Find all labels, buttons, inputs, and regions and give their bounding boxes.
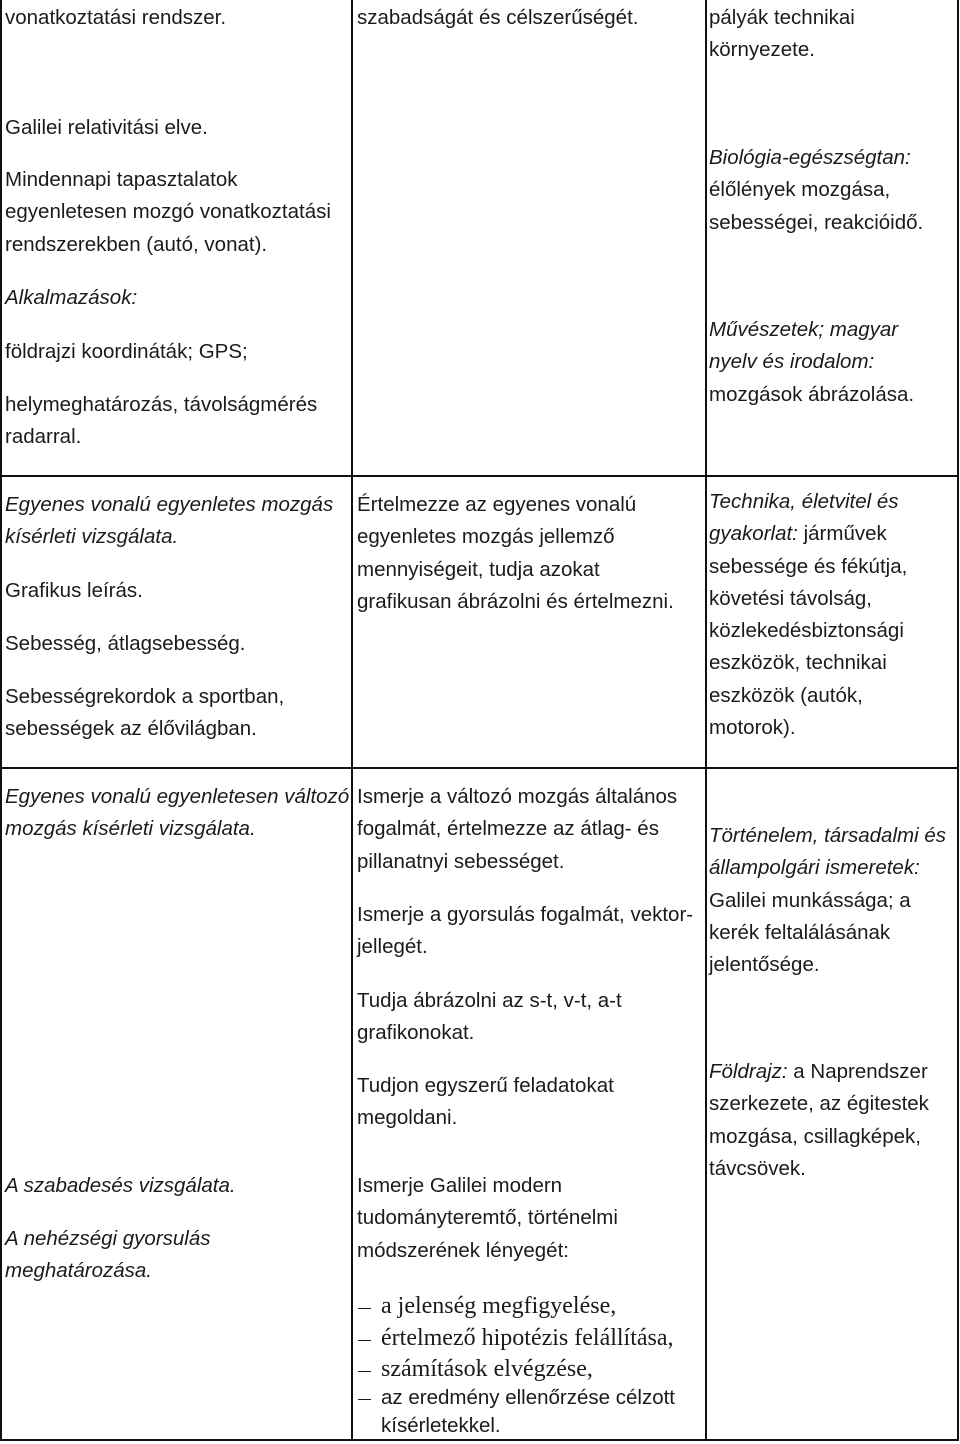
text-line: meghatározása. <box>5 1259 153 1283</box>
paragraph <box>357 1070 706 1135</box>
text-line: szabadságát és célszerűségét. <box>357 6 639 29</box>
text-line: Galilei munkássága; a <box>709 888 911 912</box>
text-line: Sebességrekordok a sportban, <box>5 685 285 708</box>
text-line: állampolgári ismeretek: <box>709 856 920 880</box>
paragraph <box>5 1223 352 1288</box>
text-line: módszerének lényegét: <box>357 1238 569 1262</box>
text-line: sebessége és fékútja, <box>709 554 908 578</box>
text-line: Technika, életvitel és <box>709 490 899 513</box>
topic-cell <box>0 0 352 476</box>
text-line: helymeghatározás, távolságmérés <box>5 393 318 416</box>
text-line: Biológia-egészségtan: <box>709 146 911 169</box>
paragraph <box>5 282 352 314</box>
text-line: tudományteremtő, történelmi <box>357 1206 618 1230</box>
requirements-cell <box>352 476 706 768</box>
text-line: eszközök, technikai <box>709 651 887 675</box>
text-line: fogalmát, értelmezze az átlag- és <box>357 817 659 841</box>
paragraph <box>709 486 958 744</box>
text-line: Egyenes vonalú egyenletesen változó <box>5 785 350 808</box>
method-step-item <box>381 1384 706 1440</box>
topic-cell <box>0 476 352 768</box>
text-line: Egyenes vonalú egyenletes mozgás <box>5 493 334 516</box>
paragraph <box>709 820 958 981</box>
paragraph <box>5 336 352 368</box>
text-line: élőlények mozgása, <box>709 178 891 202</box>
paragraph <box>709 1056 958 1185</box>
text-line: egyenletes mozgás jellemző <box>357 525 615 549</box>
text-line: pályák technikai <box>709 6 855 29</box>
text-line: Művészetek; magyar <box>709 318 899 341</box>
paragraph <box>5 164 352 261</box>
requirements-cell <box>352 0 706 476</box>
text-line: értelmező hipotézis felállítása, <box>381 1325 674 1351</box>
method-step-item <box>381 1291 706 1323</box>
paragraph <box>5 628 352 660</box>
subject-label: Földrajz: <box>709 1060 788 1083</box>
method-step-item <box>381 1354 706 1386</box>
text-line: Tudja ábrázolni az s-t, v-t, a-t <box>357 989 622 1012</box>
text-line: környezete. <box>709 38 815 62</box>
paragraph <box>357 985 706 1050</box>
text-line <box>709 1056 958 1088</box>
text-line: pillanatnyi sebességet. <box>357 849 565 873</box>
text-line: közlekedésbiztonsági <box>709 619 904 643</box>
text-line: a jelenség megfigyelése, <box>381 1293 617 1319</box>
text-line: radarral. <box>5 425 82 449</box>
paragraph <box>5 575 352 607</box>
text-line: Mindennapi tapasztalatok <box>5 168 238 191</box>
text-line: vonatkoztatási rendszer. <box>5 6 227 29</box>
dash-bullet <box>358 1399 371 1400</box>
paragraph <box>709 142 958 239</box>
text-line: kerék feltalálásának <box>709 920 891 944</box>
text-line: eszközök (autók, <box>709 683 863 707</box>
text-segment: járművek <box>797 522 887 546</box>
text-line <box>709 518 958 550</box>
paragraph <box>357 781 706 878</box>
requirements-cell <box>352 768 706 1440</box>
paragraph <box>357 489 706 618</box>
text-line: kísérleti vizsgálata. <box>5 525 179 549</box>
paragraph <box>5 1170 352 1202</box>
text-line: motorok). <box>709 716 796 740</box>
text-line: Történelem, társadalmi és <box>709 824 946 847</box>
text-segment: a Naprendszer <box>787 1060 928 1083</box>
paragraph <box>5 489 352 554</box>
dash-bullet <box>358 1371 371 1372</box>
paragraph <box>5 681 352 746</box>
text-line: Ismerje Galilei modern <box>357 1174 563 1197</box>
text-line: az eredmény ellenőrzése célzott <box>381 1386 675 1409</box>
paragraph <box>5 112 352 144</box>
method-step-item <box>381 1323 706 1355</box>
text-line: grafikonokat. <box>357 1021 475 1045</box>
text-line: Ismerje a változó mozgás általános <box>357 785 678 808</box>
text-line: távcsövek. <box>709 1156 806 1180</box>
text-line: Sebesség, átlagsebesség. <box>5 632 246 655</box>
text-line: mozgások ábrázolása. <box>709 382 915 406</box>
paragraph <box>709 314 958 411</box>
text-line: Grafikus leírás. <box>5 579 143 602</box>
text-line: kísérletekkel. <box>381 1414 501 1437</box>
text-line: A nehézségi gyorsulás <box>5 1227 211 1250</box>
paragraph <box>5 2 352 34</box>
connections-cell <box>706 476 958 768</box>
text-line: rendszerekben (autó, vonat). <box>5 232 268 256</box>
text-line: egyenletesen mozgó vonatkoztatási <box>5 200 331 224</box>
text-line: sebességek az élővilágban. <box>5 717 257 741</box>
text-line: Galilei relativitási elve. <box>5 116 208 139</box>
text-line: Alkalmazások: <box>5 286 138 309</box>
paragraph <box>5 781 352 846</box>
dash-bullet <box>358 1308 371 1309</box>
dash-bullet <box>358 1340 371 1341</box>
text-line: jellegét. <box>357 935 428 959</box>
text-line: sebességei, reakcióidő. <box>709 210 924 234</box>
text-line: megoldani. <box>357 1106 458 1130</box>
paragraph <box>357 1170 706 1267</box>
text-line: mozgás kísérleti vizsgálata. <box>5 817 256 841</box>
paragraph <box>357 2 706 34</box>
text-line: A szabadesés vizsgálata. <box>5 1174 236 1197</box>
text-line: Tudjon egyszerű feladatokat <box>357 1074 614 1097</box>
paragraph <box>5 389 352 454</box>
text-line: számítások elvégzése, <box>381 1356 593 1382</box>
text-line: mennyiségeit, tudja azokat <box>357 557 600 581</box>
text-line: nyelv és irodalom: <box>709 350 875 374</box>
connections-cell <box>706 0 958 476</box>
text-line: jelentősége. <box>709 953 820 977</box>
text-line: grafikusan ábrázolni és értelmezni. <box>357 589 674 613</box>
subject-label: gyakorlat: <box>709 522 798 546</box>
text-line: szerkezete, az égitestek <box>709 1092 929 1116</box>
topic-cell <box>0 768 352 1440</box>
connections-cell <box>706 768 958 1440</box>
text-line: Értelmezze az egyenes vonalú <box>357 493 637 516</box>
text-line: mozgása, csillagképek, <box>709 1124 921 1148</box>
paragraph <box>709 2 958 67</box>
text-line: Ismerje a gyorsulás fogalmát, vektor- <box>357 903 694 926</box>
text-line: földrajzi koordináták; GPS; <box>5 340 248 363</box>
text-line: követési távolság, <box>709 586 872 610</box>
paragraph <box>357 899 706 964</box>
